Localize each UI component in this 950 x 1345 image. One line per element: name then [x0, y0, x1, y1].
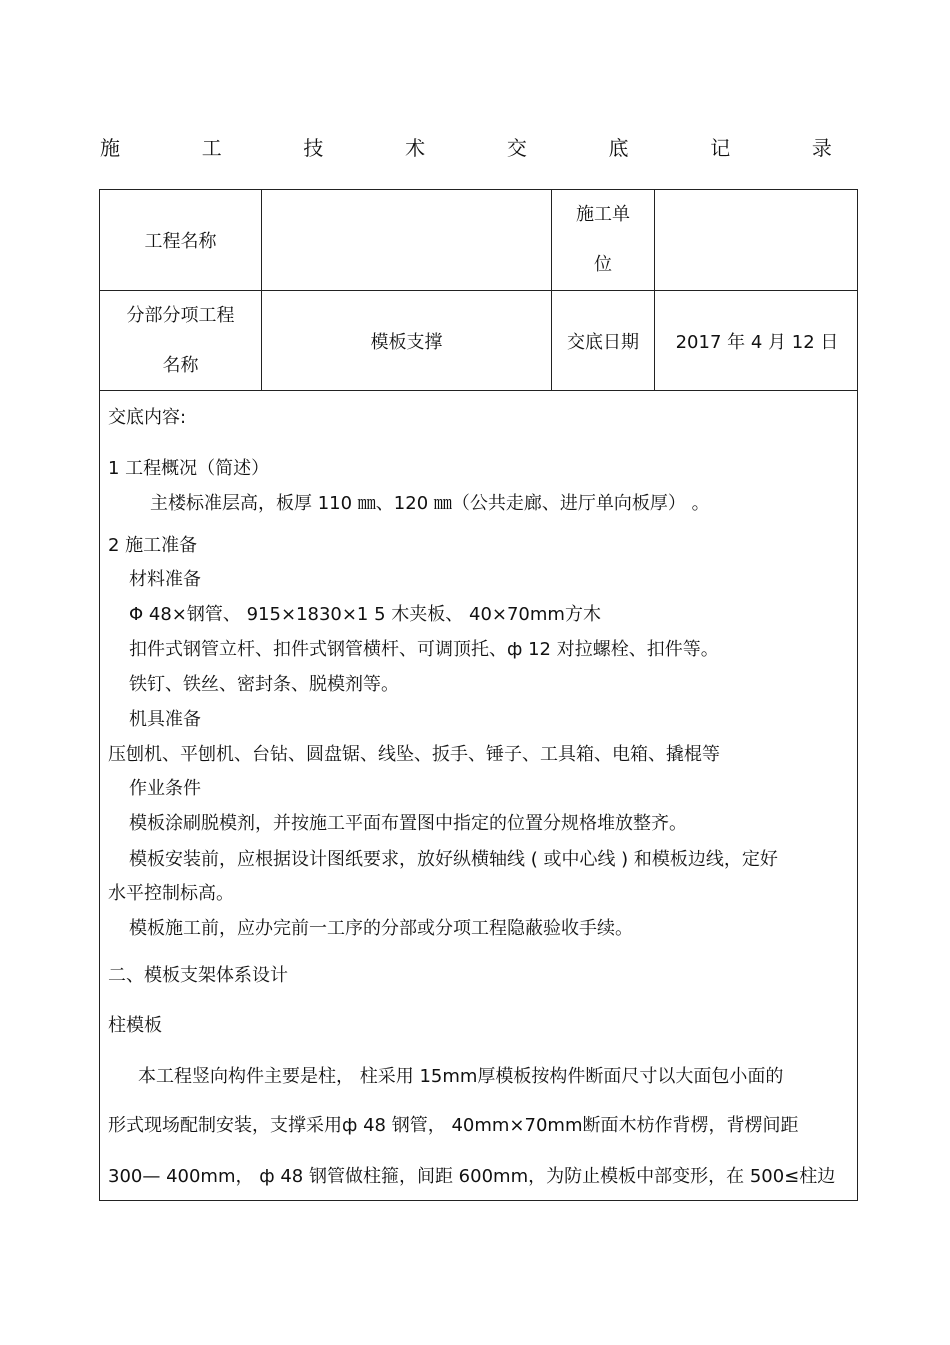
disclosure-table — [99, 189, 858, 1201]
title-char: 技 — [303, 136, 324, 160]
sub-project-value: 模板支撑 — [370, 331, 443, 353]
project-name-label: 工程名称 — [144, 231, 217, 252]
content-line: 压刨机、平刨机、台钻、圆盘锯、线坠、扳手、锤子、工具箱、电箱、撬棍等 — [108, 744, 720, 765]
subsection-heading: 机具准备 — [129, 709, 201, 730]
content-line: 300— 400mm， ф 48 钢管做柱箍，间距 600mm，为防止模板中部变形，在 500≤柱边 — [108, 1166, 836, 1187]
section-heading: 二、模板支架体系设计 — [108, 965, 288, 986]
subsection-heading: 作业条件 — [129, 778, 201, 799]
content-line: 模板施工前，应办完前一工序的分部或分项工程隐蔽验收手续。 — [129, 918, 633, 939]
disclosure-date-value: 2017 年 4 月 12 日 — [675, 331, 839, 353]
content-line: 铁钉、铁丝、密封条、脱模剂等。 — [129, 674, 399, 695]
content-line: Φ 48×钢管、 915×1830×1 5 木夹板、 40×70mm方木 — [129, 604, 601, 625]
construction-unit-field[interactable] — [655, 190, 859, 290]
content-line: 模板涂刷脱模剂，并按施工平面布置图中指定的位置分规格堆放整齐。 — [129, 813, 687, 834]
title-char: 术 — [405, 136, 426, 160]
project-name-field[interactable] — [262, 190, 551, 290]
content-line: 主楼标准层高，板厚 110 ㎜、120 ㎜（公共走廊、进厅单向板厚） 。 — [150, 493, 710, 514]
document-title — [100, 132, 832, 161]
content-line: 水平控制标高。 — [108, 883, 234, 904]
content-line: 形式现场配制安装，支撑采用ф 48 钢管， 40mm×70mm断面木枋作背楞，背楞间距 — [108, 1115, 799, 1136]
construction-unit-label: 施工单 位 — [576, 204, 630, 275]
title-char: 施 — [100, 136, 120, 160]
content-line: 本工程竖向构件主要是柱， 柱采用 15mm厚模板按构件断面尺寸以大面包小面的 — [138, 1066, 784, 1087]
section-heading: 1 工程概况（简述） — [108, 458, 270, 479]
title-char: 录 — [811, 136, 832, 160]
subsection-heading: 材料准备 — [129, 569, 201, 590]
title-char: 记 — [710, 136, 731, 160]
sub-project-label: 分部分项工程 名称 — [126, 304, 235, 376]
content-line: 模板安装前，应根据设计图纸要求，放好纵横轴线 ( 或中心线 ) 和模板边线，定好 — [129, 849, 778, 870]
content-line: 扣件式钢管立杆、扣件式钢管横杆、可调顶托、ф 12 对拉螺栓、扣件等。 — [129, 639, 719, 660]
disclosure-date-label: 交底日期 — [567, 331, 639, 353]
title-char: 底 — [608, 136, 629, 160]
title-char: 交 — [506, 136, 527, 160]
content-heading: 交底内容: — [108, 407, 187, 428]
section-heading: 2 施工准备 — [108, 535, 198, 556]
row-divider — [100, 390, 857, 391]
title-char: 工 — [201, 136, 222, 160]
subsection-heading: 柱模板 — [108, 1015, 162, 1036]
